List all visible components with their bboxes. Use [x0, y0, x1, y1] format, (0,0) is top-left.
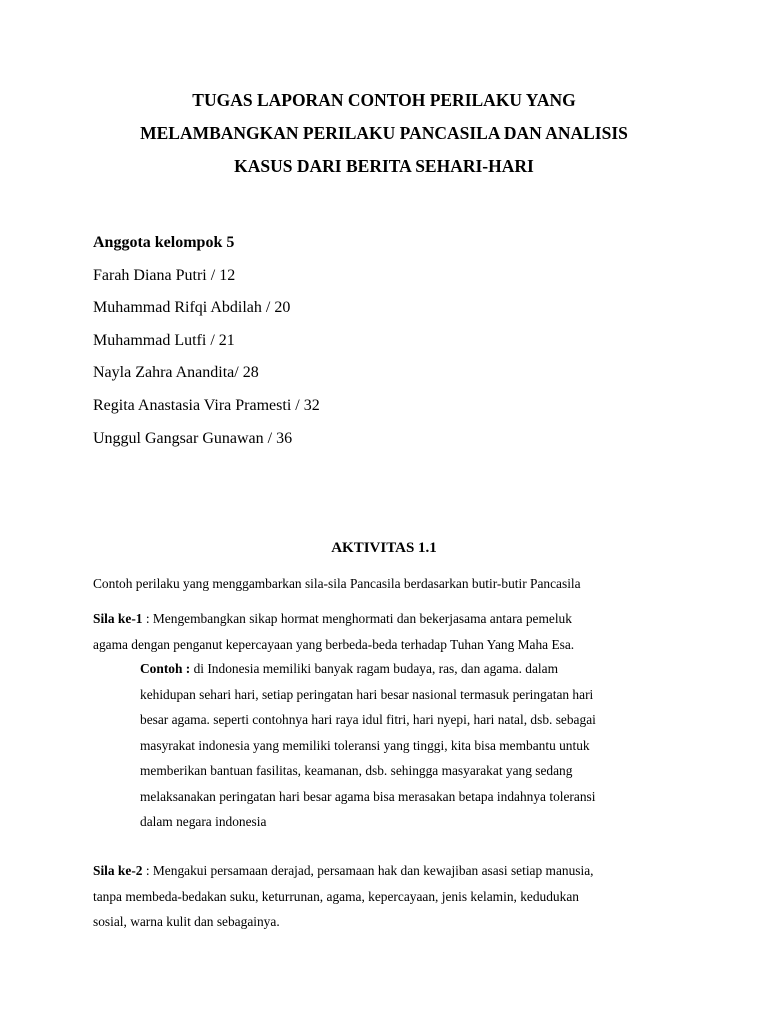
sila-1-label: Sila ke-1	[93, 611, 143, 626]
contoh-line-4: masyrakat indonesia yang memiliki toleransi yang tinggi, kita bisa membantu untuk	[140, 737, 590, 753]
contoh-line-5: memberikan bantuan fasilitas, keamanan, dsb. sehingga masyarakat yang sedang	[140, 763, 573, 778]
contoh-line-1	[140, 656, 596, 682]
sila-1-paragraph	[93, 606, 574, 657]
contoh-label: Contoh :	[140, 661, 191, 676]
document-title-line-2: MELAMBANGKAN PERILAKU PANCASILA DAN ANALISIS	[140, 123, 628, 143]
activity-intro: Contoh perilaku yang menggambarkan sila-sila Pancasila berdasarkan butir-butir Pancasila	[93, 576, 581, 591]
member-item: Muhammad Rifqi Abdilah / 20	[93, 299, 291, 317]
contoh-paragraph	[140, 656, 596, 835]
member-item: Muhammad Lutfi / 21	[93, 331, 235, 349]
sila-2-line-2: tanpa membeda-bedakan suku, keturrunan, agama, kepercayaan, jenis kelamin, kedudukan	[93, 888, 579, 904]
member-item: Unggul Gangsar Gunawan / 36	[93, 429, 293, 447]
sila-2-line-3: sosial, warna kulit dan sebagainya.	[93, 914, 280, 929]
contoh-line-7: dalam negara indonesia	[140, 814, 267, 829]
members-heading: Anggota kelompok 5	[93, 234, 235, 251]
group-members	[93, 232, 320, 460]
activity-title: AKTIVITAS 1.1	[331, 540, 437, 556]
member-item: Farah Diana Putri / 12	[93, 266, 236, 284]
sila-2-text: : Mengakui persamaan derajad, persamaan hak dan kewajiban asasi setiap manusia,	[142, 863, 594, 878]
document-title-line-3: KASUS DARI BERITA SEHARI-HARI	[234, 156, 534, 176]
document-title-line-1: TUGAS LAPORAN CONTOH PERILAKU YANG	[192, 90, 576, 110]
sila-1-line-2: agama dengan penganut kepercayaan yang berbeda-beda terhadap Tuhan Yang Maha Esa.	[93, 636, 575, 652]
sila-1-line-1	[93, 606, 574, 632]
member-item: Regita Anastasia Vira Pramesti / 32	[93, 396, 320, 414]
sila-2-line-1	[93, 858, 594, 884]
sila-2-label: Sila ke-2	[93, 863, 143, 878]
sila-2-paragraph	[93, 858, 594, 935]
contoh-line-6: melaksanakan peringatan hari besar agama bisa merasakan betapa indahnya toleransi	[140, 788, 596, 804]
contoh-line-3: besar agama. seperti contohnya hari raya idul fitri, hari nyepi, hari natal, dsb. sebagai	[140, 712, 596, 727]
sila-1-text: : Mengembangkan sikap hormat menghormati dan bekerjasama antara pemeluk	[142, 611, 572, 626]
member-item: Nayla Zahra Anandita/ 28	[93, 364, 259, 382]
contoh-text: di Indonesia memiliki banyak ragam budaya, ras, dan agama. dalam	[190, 661, 558, 676]
contoh-line-2: kehidupan sehari hari, setiap peringatan hari besar nasional termasuk peringatan hari	[140, 686, 594, 702]
